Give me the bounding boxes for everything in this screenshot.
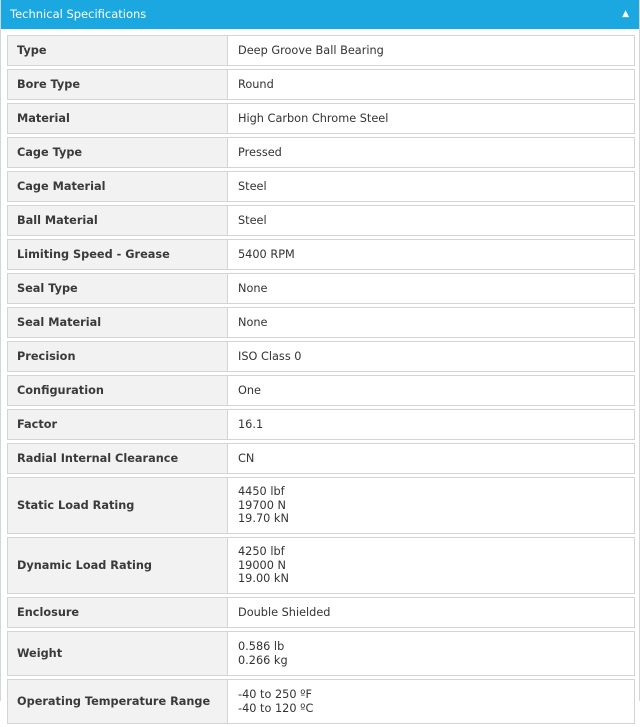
spec-row: [7, 239, 635, 270]
spec-value-cell: [227, 171, 635, 202]
spec-row: [7, 409, 635, 440]
spec-value: One: [238, 383, 262, 397]
spec-row: [7, 137, 635, 168]
spec-value-cell: [227, 409, 635, 440]
spec-label: Radial Internal Clearance: [7, 443, 227, 474]
spec-row: [7, 537, 635, 594]
spec-row: [7, 103, 635, 134]
spec-value: Round: [238, 77, 274, 91]
spec-value-cell: [227, 137, 635, 168]
spec-label: Precision: [7, 341, 227, 372]
spec-row: [7, 375, 635, 406]
spec-label: Weight: [7, 631, 227, 676]
spec-value: Deep Groove Ball Bearing: [238, 43, 384, 57]
spec-label: Operating Temperature Range: [7, 679, 227, 724]
spec-row: [7, 597, 635, 628]
spec-label: Enclosure: [7, 597, 227, 628]
spec-label: Dynamic Load Rating: [7, 537, 227, 594]
spec-row: [7, 171, 635, 202]
spec-value: None: [238, 281, 268, 295]
spec-value-cell: [227, 443, 635, 474]
spec-value-cell: [227, 679, 635, 724]
specs-table: [7, 32, 635, 727]
spec-value-cell: [227, 477, 635, 534]
spec-value: Pressed: [238, 145, 282, 159]
spec-label: Ball Material: [7, 205, 227, 236]
spec-row: [7, 679, 635, 724]
panel-title: Technical Specifications: [10, 7, 147, 21]
spec-row: [7, 69, 635, 100]
spec-label: Bore Type: [7, 69, 227, 100]
spec-value: Steel: [238, 179, 267, 193]
spec-value: High Carbon Chrome Steel: [238, 111, 389, 125]
spec-row: [7, 273, 635, 304]
spec-label: Factor: [7, 409, 227, 440]
spec-value: 0.266 kg: [238, 653, 288, 667]
spec-label: Material: [7, 103, 227, 134]
spec-label: Cage Type: [7, 137, 227, 168]
panel-header[interactable]: [1, 0, 639, 29]
spec-value: 4250 lbf: [238, 545, 285, 559]
spec-label: Cage Material: [7, 171, 227, 202]
spec-value: 0.586 lb: [238, 640, 285, 653]
spec-value: 19.00 kN: [238, 572, 289, 586]
spec-label: Type: [7, 35, 227, 66]
spec-row: [7, 205, 635, 236]
spec-value: -40 to 120 ºC: [238, 701, 314, 715]
spec-value: None: [238, 315, 268, 329]
spec-row: [7, 477, 635, 534]
spec-value-cell: [227, 537, 635, 594]
spec-label: Configuration: [7, 375, 227, 406]
spec-value: 19700 N: [238, 498, 286, 512]
spec-value-cell: [227, 35, 635, 66]
spec-value: -40 to 250 ºF: [238, 688, 312, 701]
spec-value-cell: [227, 103, 635, 134]
spec-row: [7, 341, 635, 372]
spec-value-cell: [227, 375, 635, 406]
spec-value: Steel: [238, 213, 267, 227]
spec-row: [7, 631, 635, 676]
spec-value-cell: [227, 239, 635, 270]
spec-value: 16.1: [238, 417, 264, 431]
spec-value: ISO Class 0: [238, 349, 302, 363]
spec-label: Seal Material: [7, 307, 227, 338]
spec-row: [7, 443, 635, 474]
spec-value-cell: [227, 631, 635, 676]
spec-value: Double Shielded: [238, 605, 331, 619]
spec-value: 19.70 kN: [238, 512, 289, 526]
spec-value-cell: [227, 341, 635, 372]
spec-value: CN: [238, 451, 255, 465]
spec-label: Seal Type: [7, 273, 227, 304]
spec-value: 4450 lbf: [238, 485, 285, 499]
spec-row: [7, 307, 635, 338]
spec-label: Limiting Speed - Grease: [7, 239, 227, 270]
spec-value-cell: [227, 597, 635, 628]
spec-value-cell: [227, 307, 635, 338]
spec-row: [7, 35, 635, 66]
spec-value: 19000 N: [238, 558, 286, 572]
chevron-up-icon[interactable]: ▲: [622, 9, 629, 19]
spec-value-cell: [227, 205, 635, 236]
spec-value-cell: [227, 69, 635, 100]
spec-label: Static Load Rating: [7, 477, 227, 534]
spec-value-cell: [227, 273, 635, 304]
spec-value: 5400 RPM: [238, 247, 295, 261]
